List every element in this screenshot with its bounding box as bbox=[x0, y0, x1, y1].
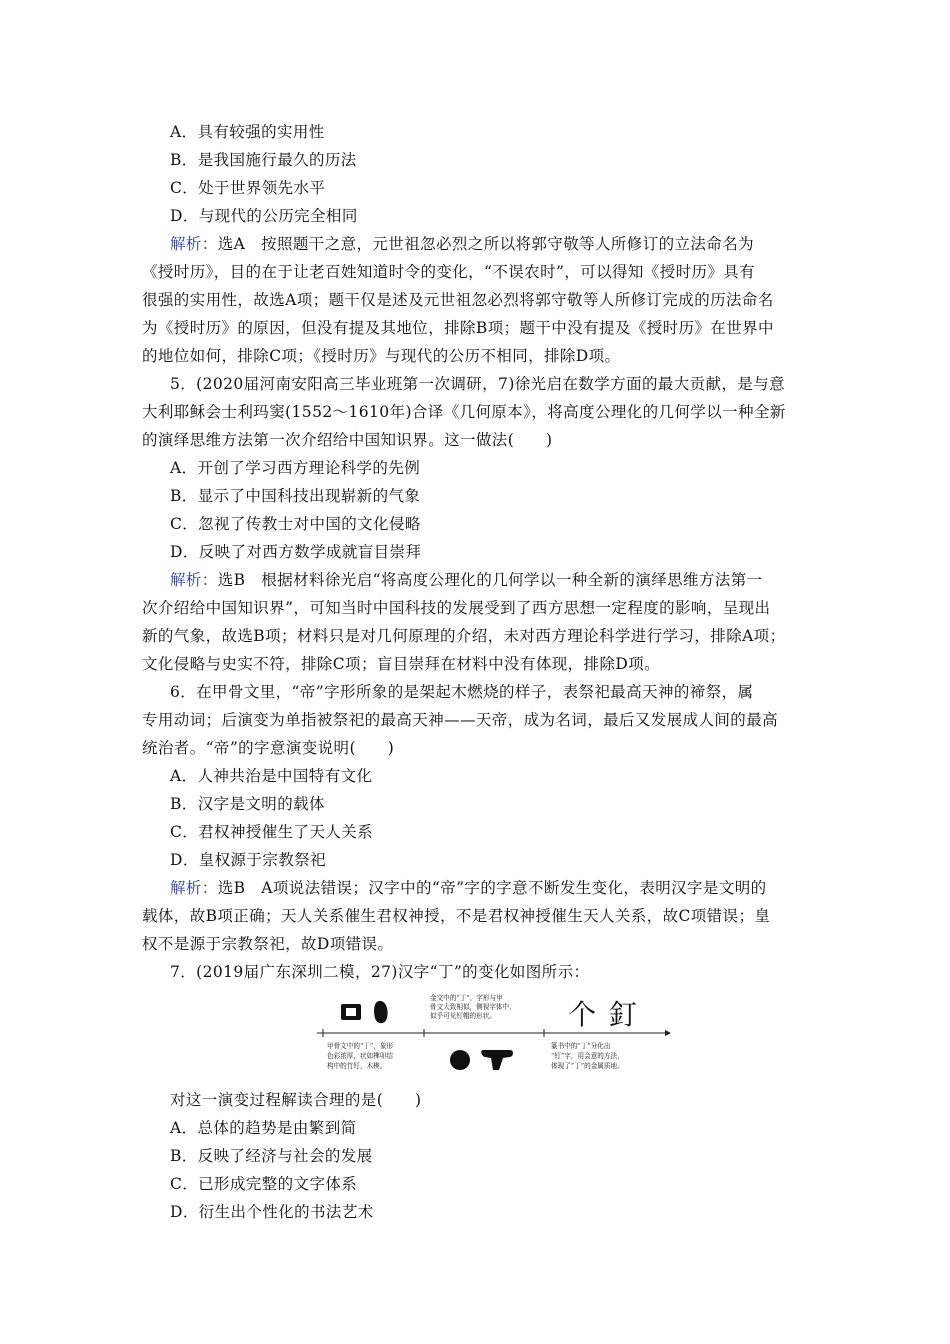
q6-stem-line: 统治者。“帝”的字意演变说明( ) bbox=[142, 739, 395, 757]
q7-option-b: B．反映了经济与社会的发展 bbox=[170, 1147, 373, 1165]
jiagu-note-line: 甲骨文中的“丁”，象形 bbox=[327, 1042, 394, 1050]
q6-analysis-text: 选B A项说法错误；汉字中的“帝”字的字意不断发生变化，表明汉字是文明的 bbox=[217, 879, 767, 897]
q5-analysis-line: 文化侵略与史实不符，排除C项；盲目崇拜在材料中没有体现，排除D项。 bbox=[142, 655, 660, 673]
q5-option-a: A．开创了学习西方理论科学的先例 bbox=[170, 459, 421, 477]
jiagu-note-line: 构中的竹钉，木楔。 bbox=[327, 1062, 387, 1070]
oracle-bone-glyph-1 bbox=[341, 1004, 361, 1020]
q5-stem-line: 的演绎思维方法第一次介绍给中国知识界。这一做法( ) bbox=[142, 431, 553, 449]
q6-stem-line: 6．在甲骨文里，“帝”字形所象的是架起木燃烧的样子，表祭祀最高天神的禘祭，属 bbox=[170, 683, 754, 701]
bronze-glyph-2 bbox=[481, 1050, 513, 1070]
q7-option-d: D．衍生出个性化的书法艺术 bbox=[170, 1203, 374, 1221]
q6-analysis-line bbox=[170, 877, 850, 899]
q4-analysis-line: 很强的实用性，故选A项；题干仅是述及元世祖忽必烈将郭守敬等人所修订完成的历法命名 bbox=[142, 291, 774, 309]
q4-analysis-line: 《授时历》，目的在于让老百姓知道时令的变化，“不误农时”，可以得知《授时历》具有 bbox=[142, 263, 756, 281]
q6-analysis-line: 权不是源于宗教祭祀，故D项错误。 bbox=[142, 935, 394, 953]
q7-prompt: 对这一演变过程解读合理的是( ) bbox=[170, 1091, 422, 1109]
q4-analysis-text: 选A 按照题干之意，元世祖忽必烈之所以将郭守敬等人所修订的立法命名为 bbox=[217, 235, 754, 253]
q5-analysis-line: 次介绍给中国知识界”，可知当时中国科技的发展受到了西方思想一定程度的影响，呈现出 bbox=[142, 599, 771, 617]
q5-analysis-line bbox=[170, 569, 850, 591]
q5-option-c: C．忽视了传教士对中国的文化侵略 bbox=[170, 515, 421, 533]
q5-option-d: D．反映了对西方数学成就盲目崇拜 bbox=[170, 543, 422, 561]
q4-option-a: A．具有较强的实用性 bbox=[170, 123, 325, 141]
q5-stem-line: 大利耶稣会士利玛窦(1552～1610年)合译《几何原本》，将高度公理化的几何学以一种全新 bbox=[142, 403, 786, 421]
q4-option-c: C．处于世界领先水平 bbox=[170, 179, 326, 197]
q7-stem-line: 7．(2019届广东深圳二模，27)汉字“丁”的变化如图所示： bbox=[170, 963, 590, 981]
seal-glyph-2: 釘 bbox=[609, 998, 638, 1031]
q4-option-b: B．是我国施行最久的历法 bbox=[170, 151, 357, 169]
q6-option-a: A．人神共治是中国特有文化 bbox=[170, 767, 373, 785]
q5-analysis-text: 选B 根据材料徐光启“将高度公理化的几何学以一种全新的演绎思维方法第一 bbox=[217, 571, 763, 589]
analysis-label: 解析： bbox=[170, 571, 218, 589]
analysis-label: 解析： bbox=[170, 235, 218, 253]
q7-option-a: A．总体的趋势是由繁到简 bbox=[170, 1119, 357, 1137]
q6-option-d: D．皇权源于宗教祭祀 bbox=[170, 851, 326, 869]
jinwen-note-line: 金文中的“丁”，字形与甲 bbox=[430, 994, 503, 1002]
q4-analysis-line: 的地位如何，排除C项；《授时历》与现代的公历不相同，排除D项。 bbox=[142, 347, 621, 365]
jinwen-note-line: 骨文大致相似，侧视字体中， bbox=[430, 1003, 516, 1011]
q7-option-c: C．已形成完整的文字体系 bbox=[170, 1175, 358, 1193]
q5-stem-line: 5．(2020届河南安阳高三毕业班第一次调研，7)徐光启在数学方面的最大贡献，是与意 bbox=[170, 375, 786, 393]
zhuan-note-line: 体现了“丁”的金属质地。 bbox=[551, 1062, 624, 1070]
q6-option-c: C．君权神授催生了天人关系 bbox=[170, 823, 374, 841]
zhuan-note-line: 篆书中的“丁”分化出 bbox=[551, 1042, 611, 1050]
timeline-arrow bbox=[665, 1030, 671, 1036]
seal-glyph-1: 个 bbox=[568, 998, 597, 1031]
ding-evolution-figure bbox=[313, 990, 678, 1082]
q6-stem-line: 专用动词；后演变为单指被祭祀的最高天神——天帝，成为名词，最后又发展成人间的最高 bbox=[142, 711, 779, 729]
bronze-glyph-1 bbox=[450, 1050, 470, 1070]
q4-analysis-line bbox=[170, 233, 850, 255]
q4-analysis-line: 为《授时历》的原因，但没有提及其地位，排除B项；题干中没有提及《授时历》在世界中 bbox=[142, 319, 774, 337]
q6-analysis-line: 载体，故B项正确；天人关系催生君权神授，不是君权神授催生天人关系，故C项错误；皇 bbox=[142, 907, 771, 925]
jiagu-note-line: 色彩浓厚，状如榫卯结 bbox=[327, 1052, 393, 1060]
oracle-bone-glyph-2 bbox=[374, 1001, 388, 1023]
analysis-label: 解析： bbox=[170, 879, 218, 897]
q5-option-b: B．显示了中国科技出现崭新的气象 bbox=[170, 487, 421, 505]
q4-option-d: D．与现代的公历完全相同 bbox=[170, 207, 358, 225]
zhuan-note-line: “钉”字，用会意的方法， bbox=[551, 1052, 624, 1060]
q5-analysis-line: 新的气象，故选B项；材料只是对几何原理的介绍，未对西方理论科学进行学习，排除A项； bbox=[142, 627, 786, 645]
jinwen-note-line: 似乎可见钉帽的形状。 bbox=[430, 1012, 496, 1020]
q6-option-b: B．汉字是文明的载体 bbox=[170, 795, 325, 813]
